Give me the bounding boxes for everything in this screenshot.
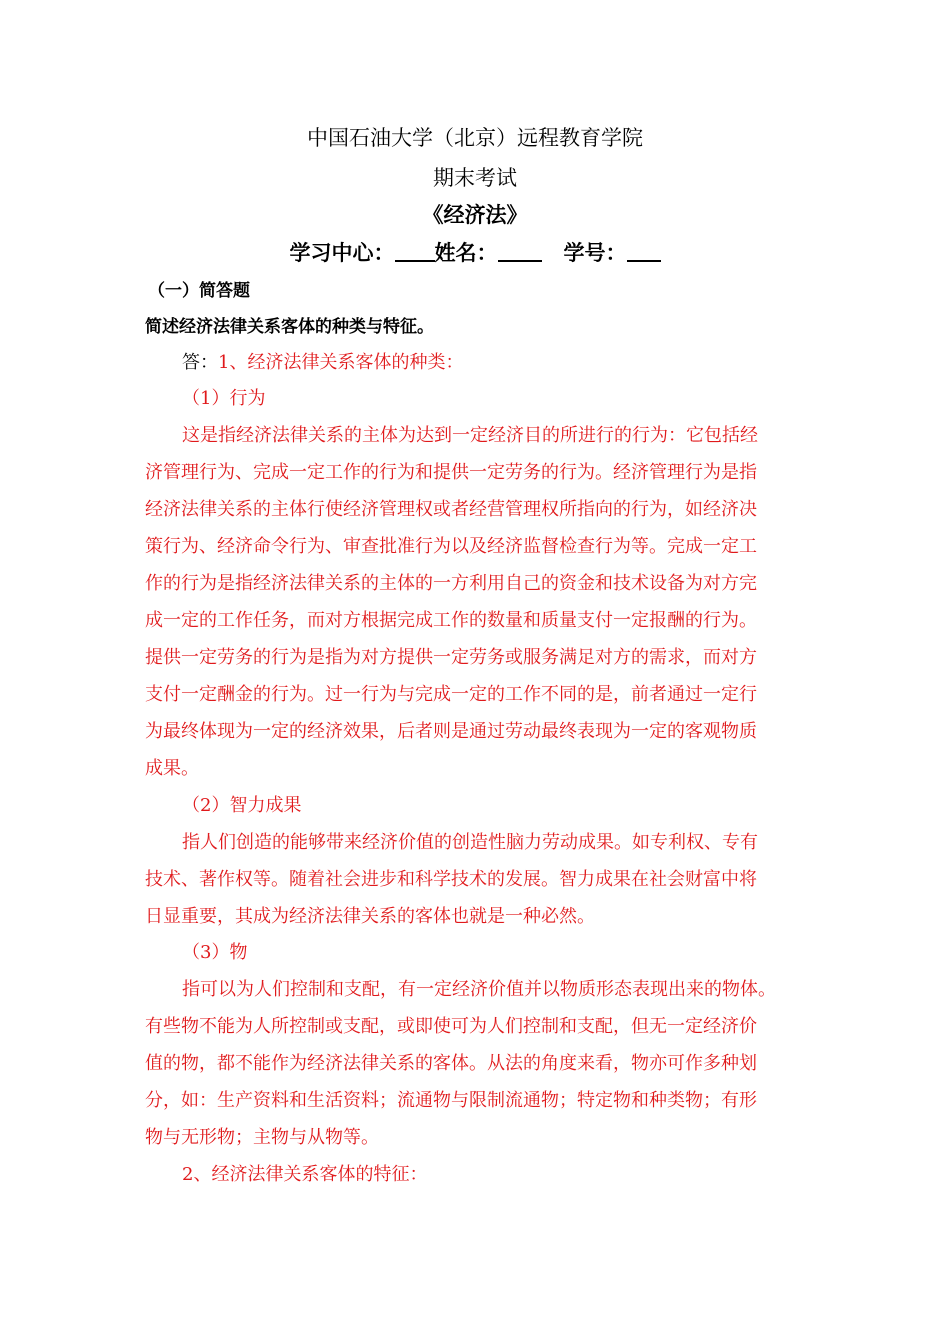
student-id-blank — [627, 238, 661, 262]
answer-line: （1）行为 — [182, 388, 266, 409]
answer-line: 日显重要，其成为经济法律关系的客体也就是一种必然。 — [145, 906, 595, 927]
name-label: 姓名： — [434, 241, 498, 265]
answer-line: 技术、著作权等。随着社会进步和科学技术的发展。智力成果在社会财富中将 — [145, 869, 757, 890]
answer-line: （2）智力成果 — [182, 795, 302, 816]
course-title: 《经济法》 — [422, 202, 528, 227]
answer-line: 有些物不能为人所控制或支配，或即使可为人们控制和支配，但无一定经济价 — [145, 1016, 757, 1037]
answer-line: 支付一定酬金的行为。过一行为与完成一定的工作不同的是，前者通过一定行 — [145, 684, 757, 705]
answer-line: 指人们创造的能够带来经济价值的创造性脑力劳动成果。如专利权、专有 — [182, 832, 758, 853]
answer-line: 成果。 — [145, 758, 199, 779]
study-center-label: 学习中心： — [289, 241, 395, 265]
answer-prefix: 答： — [182, 352, 218, 373]
answer-line: 2、经济法律关系客体的特征： — [182, 1164, 428, 1185]
student-info-line — [0, 236, 950, 270]
answer-line: 这是指经济法律关系的主体为达到一定经济目的所进行的行为：它包括经 — [182, 425, 758, 446]
answer-line: 策行为、经济命令行为、审查批准行为以及经济监督检查行为等。完成一定工 — [145, 536, 757, 557]
answer-text: 1、经济法律关系客体的种类： — [218, 352, 464, 373]
institution-title: 中国石油大学（北京）远程教育学院 — [307, 126, 643, 150]
answer-line: 值的物，都不能作为经济法律关系的客体。从法的角度来看，物亦可作多种划 — [145, 1053, 757, 1074]
name-blank — [498, 238, 542, 262]
answer-line: 作的行为是指经济法律关系的主体的一方利用自己的资金和技术设备为对方完 — [145, 573, 757, 594]
answer-line: 提供一定劳务的行为是指为对方提供一定劳务或服务满足对方的需求，而对方 — [145, 647, 757, 668]
answer-line: 分，如：生产资料和生活资料；流通物与限制流通物；特定物和种类物；有形 — [145, 1090, 757, 1111]
answer-line: 物与无形物；主物与从物等。 — [145, 1127, 379, 1148]
section-title: （一）简答题 — [148, 281, 250, 301]
answer-line: 成一定的工作任务，而对方根据完成工作的数量和质量支付一定报酬的行为。 — [145, 610, 757, 631]
question-text: 简述经济法律关系客体的种类与特征。 — [145, 317, 434, 337]
answer-line: 指可以为人们控制和支配，有一定经济价值并以物质形态表现出来的物体。 — [182, 979, 776, 1000]
exam-type-title: 期末考试 — [433, 166, 517, 190]
answer-line: 济管理行为、完成一定工作的行为和提供一定劳务的行为。经济管理行为是指 — [145, 462, 757, 483]
answer-line — [182, 350, 463, 376]
answer-line: 经济法律关系的主体行使经济管理权或者经营管理权所指向的行为，如经济决 — [145, 499, 757, 520]
student-id-label: 学号： — [563, 241, 627, 265]
answer-line: （3）物 — [182, 942, 248, 963]
study-center-blank — [395, 238, 435, 262]
answer-line: 为最终体现为一定的经济效果，后者则是通过劳动最终表现为一定的客观物质 — [145, 721, 757, 742]
